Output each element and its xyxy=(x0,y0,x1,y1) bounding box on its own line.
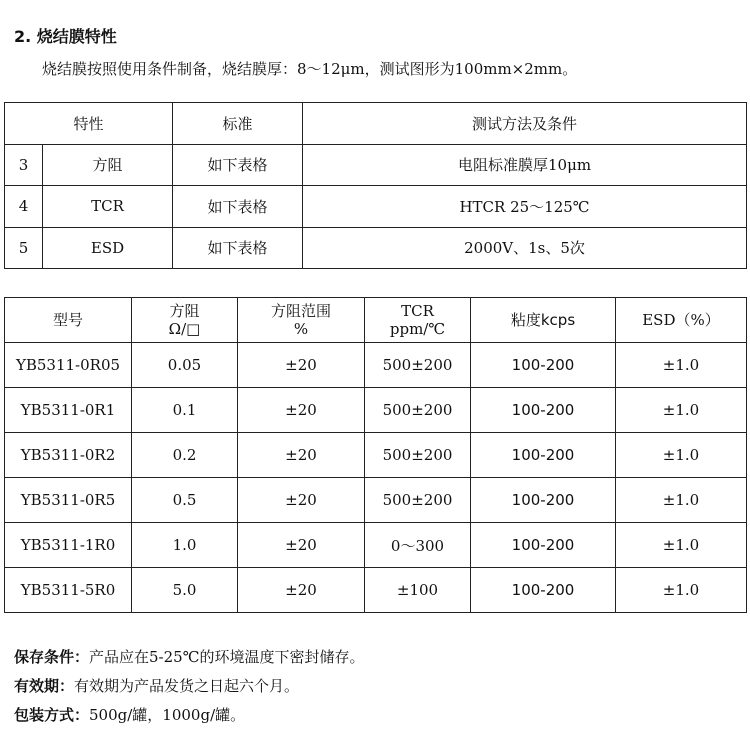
spec-header-method: 测试方法及条件 xyxy=(303,103,747,145)
storage-label: 保存条件： xyxy=(14,648,90,666)
validity-note xyxy=(14,672,365,701)
validity-label: 有效期： xyxy=(14,677,75,695)
model-cell-viscosity: 100-200 xyxy=(471,343,616,388)
model-cell-esd: ±1.0 xyxy=(616,388,747,433)
spec-cell-no: 4 xyxy=(5,186,43,228)
model-cell-sheet-resistance: 0.05 xyxy=(132,343,238,388)
table-row xyxy=(5,343,747,388)
model-cell-tcr: 500±200 xyxy=(365,343,471,388)
model-cell-range: ±20 xyxy=(238,478,365,523)
model-header-range xyxy=(238,298,365,343)
spec-cell-standard: 如下表格 xyxy=(173,227,303,269)
spec-cell-property: ESD xyxy=(43,227,173,269)
model-cell-esd: ±1.0 xyxy=(616,523,747,568)
spec-cell-no: 3 xyxy=(5,144,43,186)
table-row xyxy=(5,433,747,478)
model-cell-sheet-resistance: 0.5 xyxy=(132,478,238,523)
spec-header-property: 特性 xyxy=(5,103,173,145)
table-row xyxy=(5,144,747,186)
spec-cell-standard: 如下表格 xyxy=(173,144,303,186)
packing-note xyxy=(14,701,365,730)
model-header-tcr-line2: ppm/℃ xyxy=(389,320,446,338)
model-cell-viscosity: 100-200 xyxy=(471,433,616,478)
model-cell-range: ±20 xyxy=(238,523,365,568)
table-row xyxy=(5,227,747,269)
model-cell-model: YB5311-0R1 xyxy=(5,388,132,433)
spec-cell-method: 2000V、1s、5次 xyxy=(303,227,747,269)
section-heading: 2. 烧结膜特性 xyxy=(14,27,117,46)
model-cell-esd: ±1.0 xyxy=(616,433,747,478)
model-cell-viscosity: 100-200 xyxy=(471,568,616,613)
table-row xyxy=(5,186,747,228)
model-table-header-row xyxy=(5,298,747,343)
model-cell-viscosity: 100-200 xyxy=(471,478,616,523)
model-cell-esd: ±1.0 xyxy=(616,478,747,523)
model-header-range-line1: 方阻范围 xyxy=(270,302,331,320)
model-cell-model: YB5311-0R05 xyxy=(5,343,132,388)
model-header-sheet-resistance xyxy=(132,298,238,343)
model-cell-range: ±20 xyxy=(238,433,365,478)
model-cell-sheet-resistance: 5.0 xyxy=(132,568,238,613)
notes-block xyxy=(14,643,365,730)
model-cell-sheet-resistance: 0.2 xyxy=(132,433,238,478)
model-cell-sheet-resistance: 0.1 xyxy=(132,388,238,433)
model-header-range-line2: % xyxy=(293,320,309,338)
storage-note xyxy=(14,643,365,672)
model-cell-tcr: 500±200 xyxy=(365,388,471,433)
spec-header-standard: 标准 xyxy=(173,103,303,145)
spec-cell-no: 5 xyxy=(5,227,43,269)
model-header-viscosity: 粘度kcps xyxy=(471,298,616,343)
packing-text: 500g/罐，1000g/罐。 xyxy=(89,706,246,724)
model-cell-sheet-resistance: 1.0 xyxy=(132,523,238,568)
table-row xyxy=(5,523,747,568)
model-cell-tcr: 500±200 xyxy=(365,433,471,478)
model-cell-model: YB5311-0R5 xyxy=(5,478,132,523)
table-row xyxy=(5,568,747,613)
packing-label: 包装方式： xyxy=(14,706,90,724)
model-cell-range: ±20 xyxy=(238,388,365,433)
model-header-model: 型号 xyxy=(5,298,132,343)
model-cell-viscosity: 100-200 xyxy=(471,388,616,433)
model-header-esd: ESD（%） xyxy=(616,298,747,343)
model-header-tcr xyxy=(365,298,471,343)
model-cell-range: ±20 xyxy=(238,568,365,613)
model-cell-tcr: 0～300 xyxy=(365,523,471,568)
table-row xyxy=(5,388,747,433)
model-cell-range: ±20 xyxy=(238,343,365,388)
model-header-tcr-line1: TCR xyxy=(401,302,434,320)
model-cell-tcr: 500±200 xyxy=(365,478,471,523)
model-header-sheet-resistance-line1: 方阻 xyxy=(169,302,200,320)
model-cell-esd: ±1.0 xyxy=(616,343,747,388)
spec-table xyxy=(4,102,747,269)
model-cell-esd: ±1.0 xyxy=(616,568,747,613)
table-row xyxy=(5,478,747,523)
spec-cell-property: 方阻 xyxy=(43,144,173,186)
model-table xyxy=(4,297,747,613)
storage-text: 产品应在5-25℃的环境温度下密封储存。 xyxy=(89,648,365,666)
model-cell-viscosity: 100-200 xyxy=(471,523,616,568)
spec-cell-property: TCR xyxy=(43,186,173,228)
validity-text: 有效期为产品发货之日起六个月。 xyxy=(74,677,300,695)
spec-table-header-row xyxy=(5,103,747,145)
model-cell-model: YB5311-1R0 xyxy=(5,523,132,568)
spec-cell-method: HTCR 25～125℃ xyxy=(303,186,747,228)
spec-cell-standard: 如下表格 xyxy=(173,186,303,228)
spec-cell-method: 电阻标准膜厚10μm xyxy=(303,144,747,186)
model-cell-model: YB5311-5R0 xyxy=(5,568,132,613)
section-intro: 烧结膜按照使用条件制备，烧结膜厚：8～12μm，测试图形为100mm×2mm。 xyxy=(42,60,578,78)
model-cell-tcr: ±100 xyxy=(365,568,471,613)
model-header-sheet-resistance-line2: Ω/□ xyxy=(168,320,201,338)
model-cell-model: YB5311-0R2 xyxy=(5,433,132,478)
